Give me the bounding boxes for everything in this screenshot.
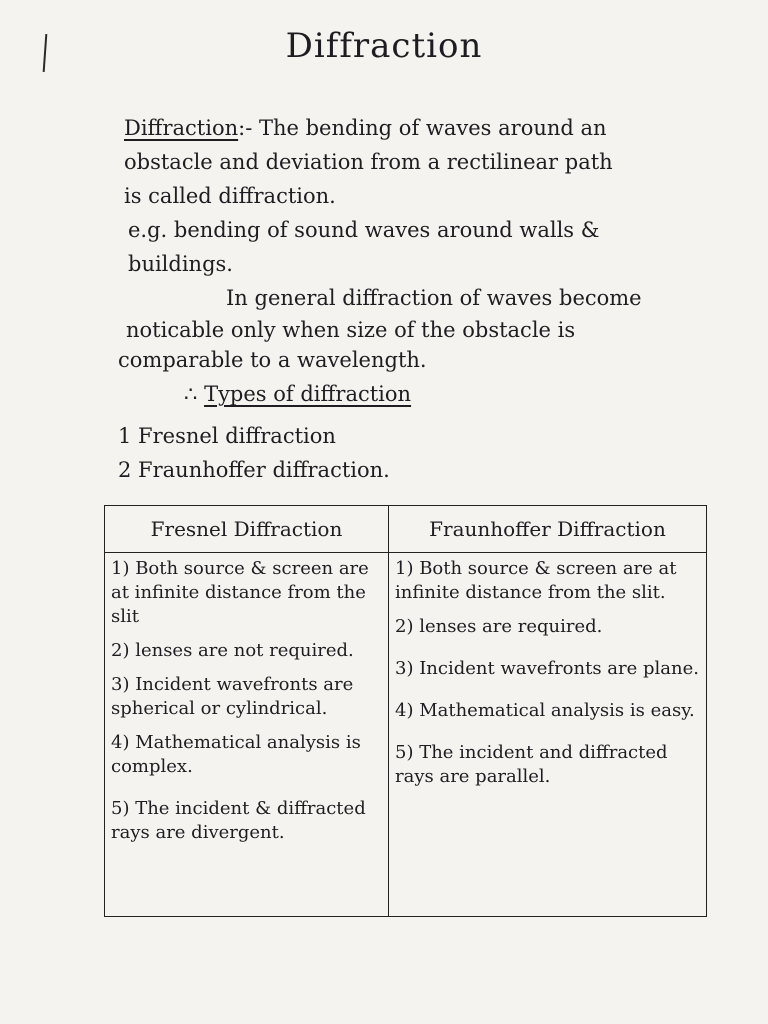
general-line-2: noticable only when size of the obstacle is: [126, 318, 576, 342]
fresnel-column: [105, 553, 389, 917]
general-line-1: In general diffraction of waves become: [226, 286, 642, 310]
definition-line-1: [124, 116, 607, 140]
type-item: 1 Fresnel diffraction: [118, 424, 336, 448]
fraunhoffer-point-5: 5) The incident and diffracted rays are parallel.: [395, 742, 668, 787]
header-fraunhoffer: Fraunhoffer Diffraction: [389, 506, 707, 553]
type-item: 2 Fraunhoffer diffraction.: [118, 458, 390, 482]
header-fresnel: Fresnel Diffraction: [105, 506, 389, 553]
fraunhoffer-point-4: 4) Mathematical analysis is easy.: [395, 700, 695, 721]
types-heading: Types of diffraction: [204, 382, 412, 406]
fresnel-point-4: 4) Mathematical analysis is complex.: [111, 732, 361, 777]
table-body-row: [105, 553, 707, 917]
fraunhoffer-column: [389, 553, 707, 917]
fresnel-point-1: 1) Both source & screen are at infinite distance from the slit: [111, 558, 369, 627]
comparison-table: [104, 505, 707, 917]
table-header-row: [105, 506, 707, 553]
fresnel-point-2: 2) lenses are not required.: [111, 640, 354, 661]
fraunhoffer-point-1: 1) Both source & screen are at infinite distance from the slit.: [395, 558, 677, 603]
fraunhoffer-point-3: 3) Incident wavefronts are plane.: [395, 658, 699, 679]
therefore-symbol: ∴: [184, 382, 198, 406]
page-title: Diffraction: [285, 26, 483, 66]
fresnel-point-5: 5) The incident & diffracted rays are divergent.: [111, 798, 366, 843]
definition-line-3: is called diffraction.: [124, 184, 336, 208]
definition-text: :- The bending of waves around an: [238, 116, 607, 140]
fresnel-point-3: 3) Incident wavefronts are spherical or cylindrical.: [111, 674, 354, 719]
fraunhoffer-point-2: 2) lenses are required.: [395, 616, 603, 637]
definition-line-2: obstacle and deviation from a rectilinear path: [124, 150, 613, 174]
example-line-1: e.g. bending of sound waves around walls &: [128, 218, 600, 242]
definition-term: Diffraction: [124, 116, 239, 140]
example-line-2: buildings.: [128, 252, 233, 276]
types-heading-row: [184, 382, 411, 406]
general-line-3: comparable to a wavelength.: [118, 348, 427, 372]
